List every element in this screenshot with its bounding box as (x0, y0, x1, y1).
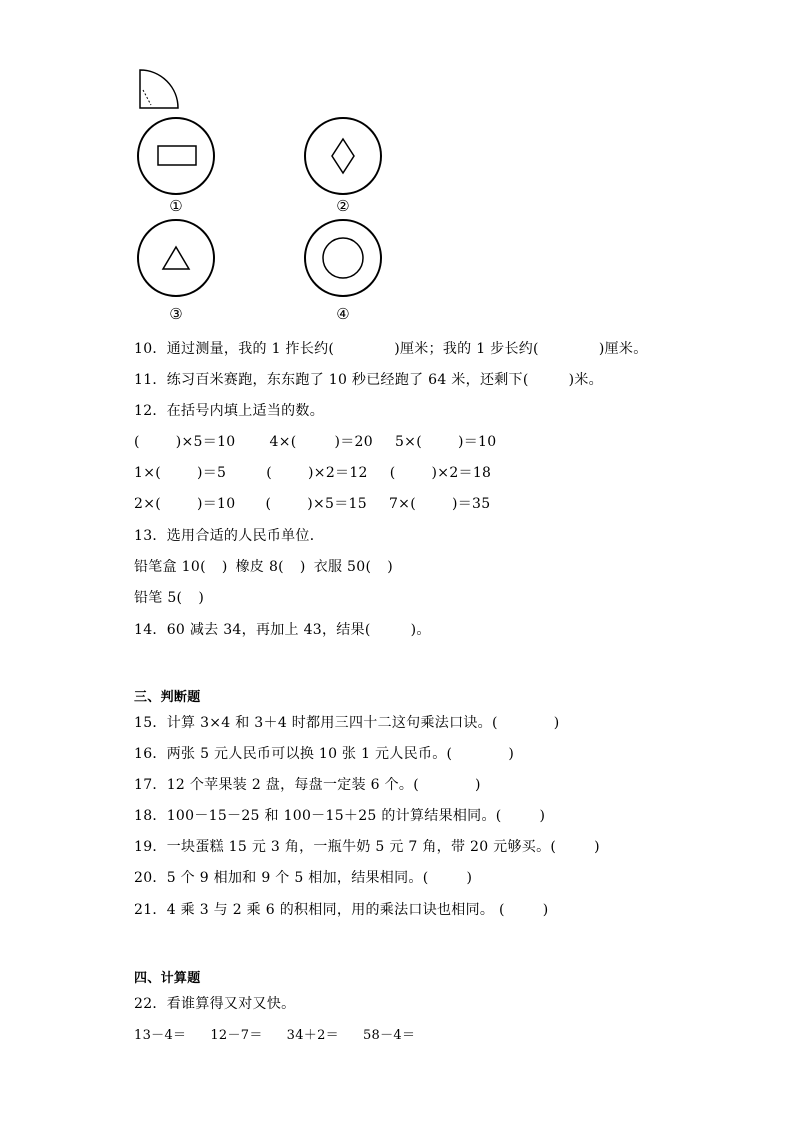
q12-r1-c3: )＝20 (334, 434, 373, 450)
question-18 (134, 805, 545, 825)
q13-pencil-close: ) (198, 590, 205, 606)
q14-part-b: )。 (410, 622, 431, 638)
quarter-circle-dash (143, 90, 151, 105)
section-3-heading: 三、判断题 (134, 690, 201, 705)
question-15 (134, 712, 560, 732)
q12-r1-c1: )×5＝10 (175, 434, 236, 450)
q13-pencil: 铅笔 5( (134, 590, 183, 606)
q12-r3-c0: 2×( (134, 496, 161, 512)
q12-r1-c2: 4×( (269, 434, 297, 450)
q12-row-1 (134, 431, 496, 451)
q18-text: 18．100－15－25 和 100－15＋25 的计算结果相同。( (134, 808, 502, 824)
section-4-heading: 四、计算题 (134, 971, 201, 986)
label-2: ② (336, 197, 350, 215)
question-13-title: 13．选用合适的人民币单位． (134, 528, 325, 544)
q13-items (134, 556, 393, 576)
q21-close: ) (542, 902, 549, 918)
q12-r2-c3: )×2＝12 (308, 465, 368, 481)
q20-close: ) (466, 870, 473, 886)
label-3: ③ (169, 305, 183, 323)
q22-expressions (134, 1024, 415, 1043)
question-12-title: 12．在括号内填上适当的数。 (134, 403, 325, 419)
q19-text: 19．一块蛋糕 15 元 3 角，一瓶牛奶 5 元 7 角，带 20 元够买。( (134, 839, 557, 855)
question-21 (134, 899, 548, 919)
question-22-title: 22．看谁算得又对又快。 (134, 996, 296, 1012)
triangle-shape (163, 247, 189, 269)
circle-1 (138, 118, 214, 194)
label-1: ① (169, 197, 183, 215)
q22-expr-1: 12－7＝ (210, 1028, 263, 1043)
q16-close: ) (508, 746, 515, 762)
q12-r3-c3: )×5＝15 (307, 496, 367, 512)
circle-4 (305, 220, 381, 296)
q12-r3-c5: )＝35 (451, 496, 491, 512)
q12-r1-c5: )＝10 (457, 434, 497, 450)
question-10 (134, 338, 648, 358)
q12-r2-c5: )×2＝18 (431, 465, 492, 481)
q12-row-3 (134, 493, 490, 513)
q11-part-b: )米。 (568, 372, 603, 388)
q13-item-1: 橡皮 8( (235, 559, 284, 575)
q12-r1-c0: ( (134, 434, 140, 450)
q12-r2-c0: 1×( (134, 465, 161, 481)
circle-3 (138, 220, 214, 296)
q12-r3-c2: ( (265, 496, 272, 512)
question-16 (134, 743, 514, 763)
q22-expr-2: 34＋2＝ (286, 1028, 339, 1043)
q15-text: 15．计算 3×4 和 3＋4 时都用三四十二这句乘法口诀。( (134, 715, 498, 731)
q16-text: 16．两张 5 元人民币可以换 10 张 1 元人民币。( (134, 746, 453, 762)
inner-circle-shape (323, 238, 363, 278)
q12-r2-c2: ( (266, 465, 273, 481)
shapes-figure (120, 60, 420, 330)
q20-text: 20．5 个 9 相加和 9 个 5 相加，结果相同。( (134, 870, 429, 886)
q12-row-2 (134, 462, 491, 482)
q17-close: ) (474, 777, 481, 793)
q10-part-c: )厘米。 (598, 341, 648, 357)
q13-item-0-close: ) (221, 559, 228, 575)
quarter-circle-shape (140, 70, 178, 108)
circle-2 (305, 118, 381, 194)
question-14 (134, 619, 431, 639)
q13-line-2 (134, 587, 204, 607)
q17-text: 17．12 个苹果装 2 盘，每盘一定装 6 个。( (134, 777, 419, 793)
q12-r1-c4: 5×( (394, 434, 422, 450)
q21-text: 21．4 乘 3 与 2 乘 6 的积相同，用的乘法口诀也相同。 ( (134, 902, 505, 918)
q22-expr-0: 13－4＝ (134, 1028, 187, 1043)
q22-expr-3: 58－4＝ (362, 1028, 416, 1043)
q12-r2-c4: ( (389, 465, 396, 481)
q10-part-b: )厘米；我的 1 步长约( (394, 341, 539, 357)
question-11 (134, 369, 603, 389)
q13-item-2-close: ) (387, 559, 393, 575)
q13-item-2: 衣服 50( (313, 559, 372, 575)
q14-part-a: 14．60 减去 34，再加上 43，结果( (134, 622, 371, 638)
shapes-svg (120, 60, 420, 330)
diamond-shape (332, 139, 354, 173)
question-20 (134, 867, 472, 887)
q13-item-1-close: ) (299, 559, 306, 575)
question-19 (134, 836, 600, 856)
rectangle-shape (158, 146, 196, 165)
question-17 (134, 774, 481, 794)
q12-r2-c1: )＝5 (197, 465, 227, 481)
q12-r3-c1: )＝10 (197, 496, 236, 512)
label-4: ④ (336, 305, 350, 323)
q18-close: ) (539, 808, 546, 824)
q10-part-a: 10．通过测量，我的 1 拃长约( (134, 341, 335, 357)
q12-r3-c4: 7×( (388, 496, 416, 512)
q15-close: ) (553, 715, 560, 731)
q11-part-a: 11．练习百米赛跑，东东跑了 10 秒已经跑了 64 米，还剩下( (134, 372, 529, 388)
q13-item-0: 铅笔盒 10( (134, 559, 206, 575)
q19-close: ) (594, 839, 600, 855)
